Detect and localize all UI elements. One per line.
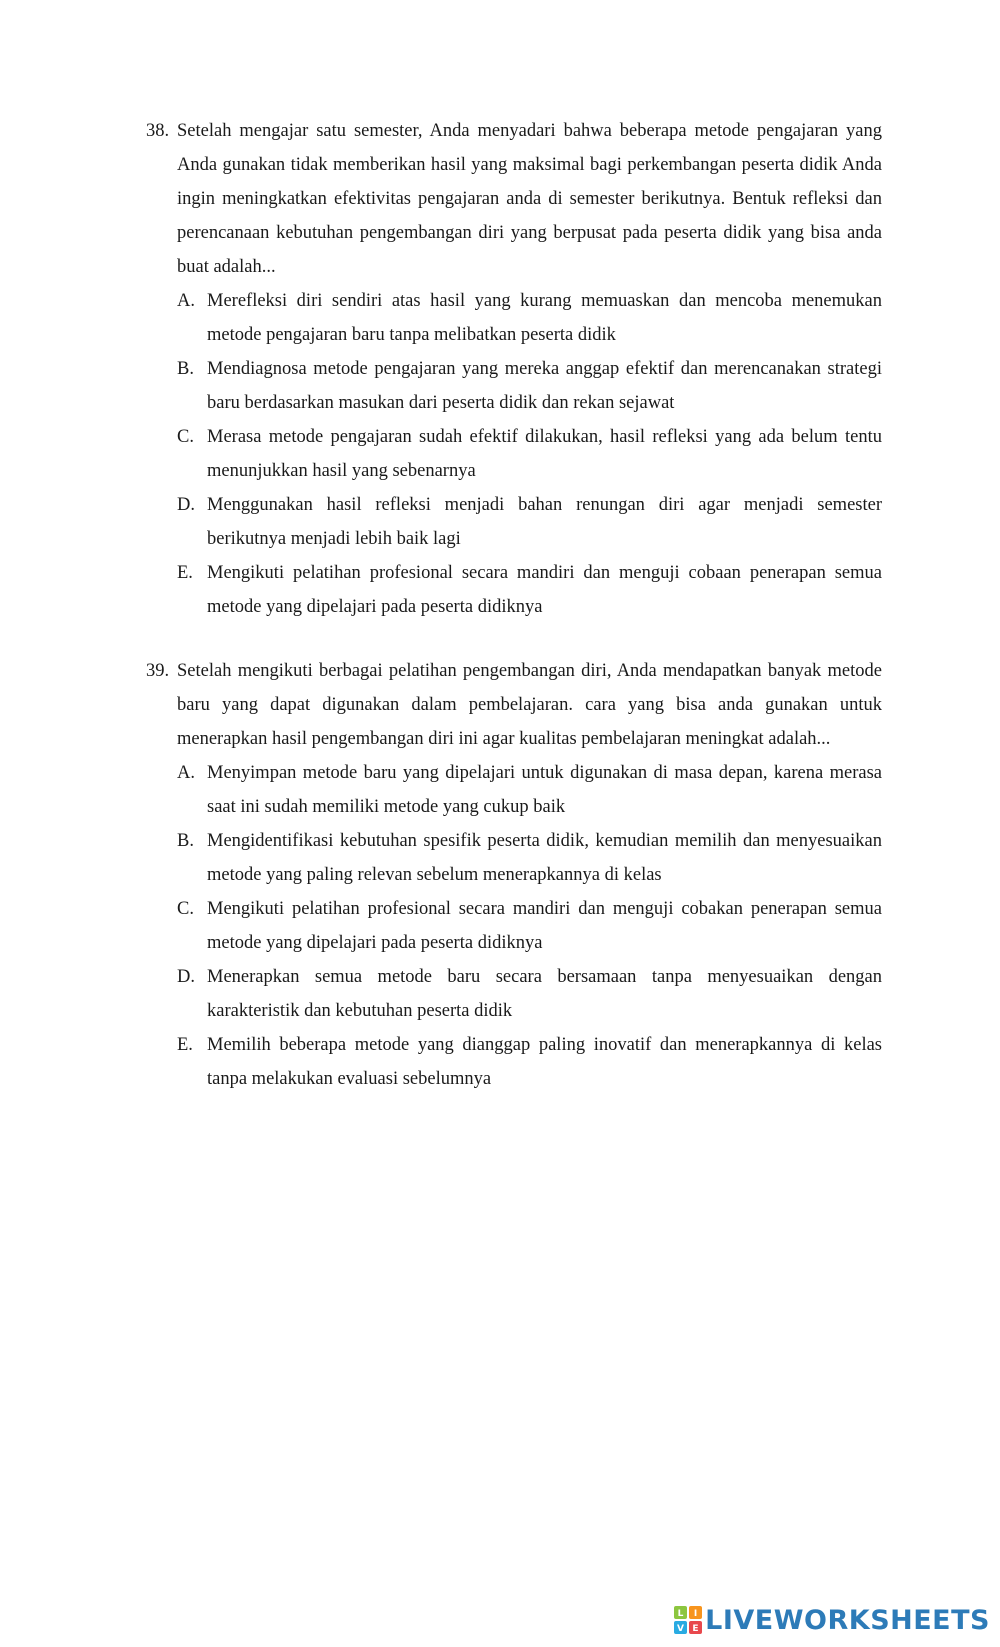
option-text: Mengikuti pelatihan profesional secara mandiri dan menguji cobaan penerapan semua metode yang dipelajari pada peserta didiknya [207, 563, 882, 617]
option-letter: C. [177, 899, 194, 919]
brand-name: LIVEWORKSHEETS [705, 1604, 990, 1636]
option-e[interactable] [177, 1028, 882, 1096]
svg-text:V: V [677, 1624, 685, 1634]
option-text: Menerapkan semua metode baru secara bersamaan tanpa menyesuaikan dengan karakteristik dan kebutuhan peserta didik [207, 967, 882, 1021]
option-d[interactable] [177, 488, 882, 556]
question-text: Setelah mengajar satu semester, Anda menyadari bahwa beberapa metode pengajaran yang Anda gunakan tidak memberikan hasil yang maksimal bagi perkembangan peserta didik Anda ingin meningkatkan efektivitas pengajaran anda di semester berikutnya. Bentuk refleksi dan perencanaan kebutuhan pengembangan diri yang berpusat pada peserta didik yang bisa anda buat adalah... [177, 121, 882, 277]
question-39 [146, 654, 882, 1096]
option-letter: A. [177, 291, 195, 311]
option-d[interactable] [177, 960, 882, 1028]
option-b[interactable] [177, 352, 882, 420]
option-c[interactable] [177, 892, 882, 960]
option-e[interactable] [177, 556, 882, 624]
question-38 [146, 114, 882, 624]
svg-text:L: L [677, 1609, 684, 1619]
question-number: 38. [146, 121, 170, 141]
option-text: Mengidentifikasi kebutuhan spesifik peserta didik, kemudian memilih dan menyesuaikan metode yang paling relevan sebelum menerapkannya di kelas [207, 831, 882, 885]
svg-text:I: I [693, 1609, 698, 1619]
option-letter: E. [177, 563, 193, 583]
answer-options [146, 756, 882, 1096]
option-text: Menggunakan hasil refleksi menjadi bahan renungan diri agar menjadi semester berikutnya menjadi lebih baik lagi [207, 495, 882, 549]
svg-text:E: E [692, 1624, 699, 1634]
option-letter: C. [177, 427, 194, 447]
option-text: Mendiagnosa metode pengajaran yang mereka anggap efektif dan merencanakan strategi baru berdasarkan masukan dari peserta didik dan rekan sejawat [207, 359, 882, 413]
option-a[interactable] [177, 284, 882, 352]
question-text: Setelah mengikuti berbagai pelatihan pengembangan diri, Anda mendapatkan banyak metode baru yang dapat digunakan dalam pembelajaran. cara yang bisa anda gunakan untuk menerapkan hasil pengembangan diri ini agar kualitas pembelajaran meningkat adalah... [177, 661, 882, 749]
option-text: Mengikuti pelatihan profesional secara mandiri dan menguji cobakan penerapan semua metode yang dipelajari pada peserta didiknya [207, 899, 882, 953]
question-number: 39. [146, 661, 170, 681]
option-text: Merasa metode pengajaran sudah efektif dilakukan, hasil refleksi yang ada belum tentu menunjukkan hasil yang sebenarnya [207, 427, 882, 481]
option-b[interactable] [177, 824, 882, 892]
question-header [146, 114, 882, 284]
option-a[interactable] [177, 756, 882, 824]
answer-options [146, 284, 882, 624]
option-letter: D. [177, 967, 195, 987]
option-letter: B. [177, 831, 194, 851]
option-letter: A. [177, 763, 195, 783]
option-c[interactable] [177, 420, 882, 488]
question-header [146, 654, 882, 756]
option-text: Menyimpan metode baru yang dipelajari untuk digunakan di masa depan, karena merasa saat ini sudah memiliki metode yang cukup baik [207, 763, 882, 817]
option-text: Memilih beberapa metode yang dianggap paling inovatif dan menerapkannya di kelas tanpa melakukan evaluasi sebelumnya [207, 1035, 882, 1089]
option-letter: D. [177, 495, 195, 515]
liveworksheets-logo-icon [674, 1606, 702, 1634]
option-letter: B. [177, 359, 194, 379]
option-text: Merefleksi diri sendiri atas hasil yang kurang memuaskan dan mencoba menemukan metode pengajaran baru tanpa melibatkan peserta didik [207, 291, 882, 345]
liveworksheets-brand[interactable] [674, 1605, 990, 1635]
option-letter: E. [177, 1035, 193, 1055]
